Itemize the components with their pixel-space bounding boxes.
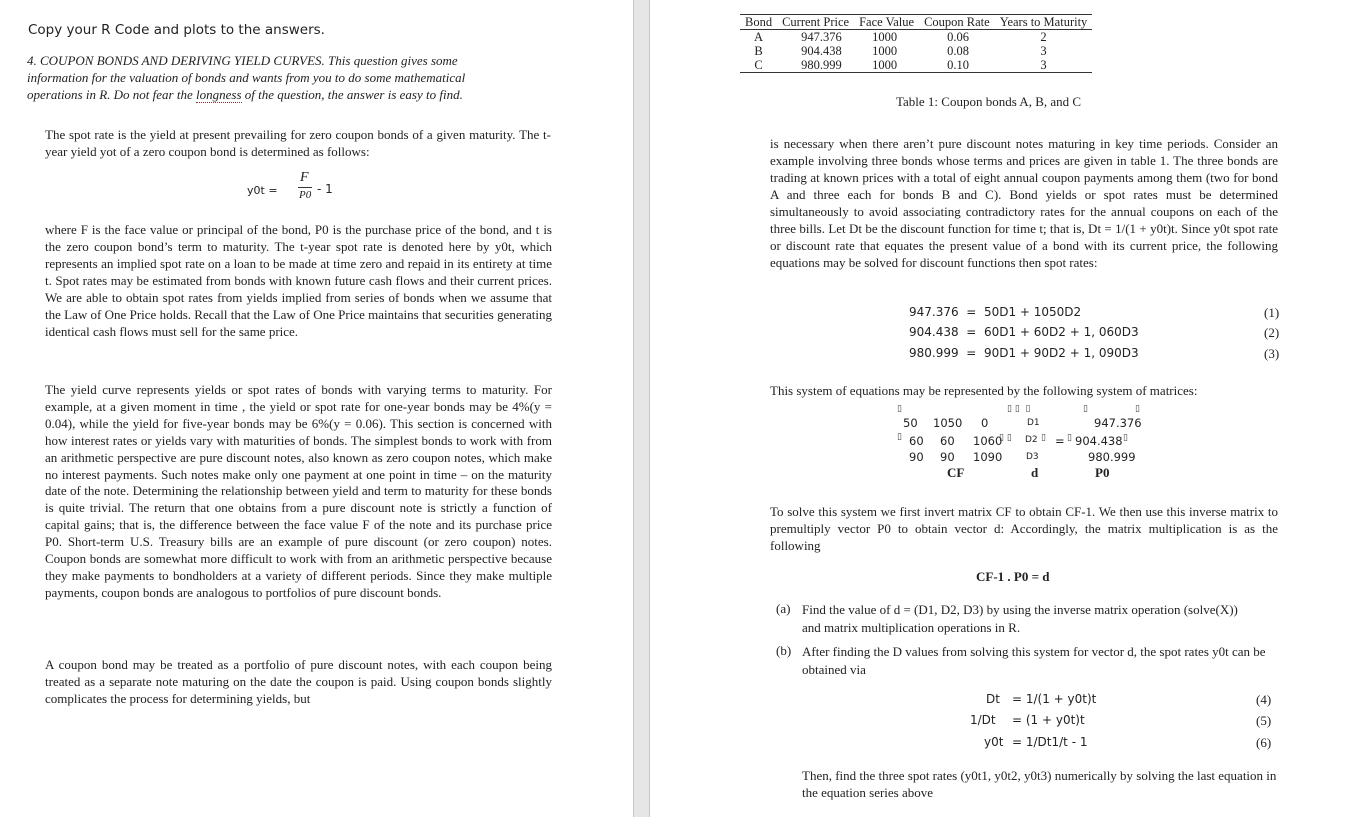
bracket-glyph: ▯: [1123, 433, 1128, 443]
bracket-glyph: ▯: [897, 404, 902, 414]
table-header: Years to Maturity: [995, 15, 1093, 30]
matrix-cell: 90: [909, 450, 924, 464]
table-header: Bond: [740, 15, 777, 30]
question-intro: [27, 52, 587, 103]
bracket-glyph: ▯: [1041, 433, 1046, 443]
matrix-cell: 904.438: [1075, 434, 1123, 448]
equation-5-lhs: 1/Dt: [970, 713, 996, 727]
equation-1: 947.376 = 50D1 + 1050D2: [909, 305, 1082, 319]
equation-tag: (2): [1264, 325, 1280, 340]
table-cell: 1000: [872, 30, 898, 44]
inverse-formula: CF-1 . P0 = d: [976, 569, 1050, 584]
bracket-glyph: ▯: [1083, 404, 1088, 414]
equation-6-rhs: = 1/Dt1/t - 1: [1012, 735, 1088, 749]
paragraph-invert-matrix: To solve this system we first invert matrix CF to obtain CF-1. We then use this inverse matrix to premultiply vector P0 to obtain vector d: Accordingly, the matrix multiplication is as the following: [770, 504, 1278, 553]
matrix-cell: 60: [909, 434, 924, 448]
matrix-intro: This system of equations may be represented by the following system of matrices:: [770, 383, 1198, 398]
paragraph-discount-function: is necessary when there aren’t pure discount notes maturing in key time periods. Consider an example involving three bonds whose terms and prices are given in table 1. The three bonds are trading at known prices with a total of eight annual coupon payments among them (two for bond A and three each for bonds B and C). Bond yields or spot rates must be determined simultaneously to avoid associating contradictory rates for the annual coupons on each of the three bills. Let Dt be the discount function for time t; that is, Dt = 1/(1 + y0t)t. Since y0t spot rate or discount rate that equates the present value of a bond with its current price, the following equations may be solved for discount functions then spot rates:: [770, 136, 1278, 270]
instruction-line: Copy your R Code and plots to the answers.: [28, 22, 325, 38]
table-cell: 1000: [872, 44, 898, 58]
right-page: [650, 0, 1348, 817]
item-b-text: After finding the D values from solving this system for vector d, the spot rates y0t can be obtained via: [802, 644, 1266, 677]
bond-table: [740, 14, 1092, 73]
table-cell: A: [754, 30, 764, 44]
table-cell: C: [740, 58, 777, 73]
table-header: Coupon Rate: [919, 15, 995, 30]
equation-2: 904.438 = 60D1 + 60D2 + 1, 060D3: [909, 325, 1139, 339]
matrix-cell: 1050: [933, 416, 963, 430]
matrix-cell: D3: [1026, 452, 1039, 462]
table-cell: 3: [995, 58, 1093, 73]
table-cell: 1000: [854, 58, 919, 73]
table-cell: 2: [1040, 30, 1047, 44]
item-a-text: Find the value of d = (D1, D2, D3) by using the inverse matrix operation (solve(X)) and matrix multiplication operations in R.: [802, 602, 1238, 635]
equation-4-lhs: Dt: [986, 692, 1000, 706]
table-header: Face Value: [854, 15, 919, 30]
paragraph-yield-curve: The yield curve represents yields or spot rates of bonds with varying terms to maturity. For example, at a given moment in time , the yield or spot rate for one-year bonds may be 4%(y = 0.04), while the yield for five-year bonds may be 6%(y = 0.06). This section is concerned with how interest rates or yields vary with maturities of bonds. The simplest bonds to work with from an arithmetic perspective are pure discount notes, also known as zero coupon notes, which make no interest payments. Such notes make only one payment at one point in time – on the maturity date of the note. Determining the relationship between yield and term to maturity for these bonds is quite trivial. The return that one obtains from a pure discount note is strictly a function of capital gains; that is, the difference between the face value F of the note and its purchase price P0. Short-term U.S. Treasury bills are an example of pure discount (or zero coupon) notes. Coupon bonds are somewhat more difficult to work with from an arithmetic perspective because they make payments to bondholders at a variety of different periods. Since they make multiple payments, coupon bonds are analogous to portfolios of pure discount bonds.: [45, 382, 552, 600]
bracket-glyph: ▯: [1067, 433, 1072, 443]
paragraph-final: Then, find the three spot rates (y0t1, y0t2, y0t3) numerically by solving the last equation in the equation series above: [802, 768, 1277, 800]
equation-system: [909, 305, 1289, 365]
table-row: [740, 30, 1092, 45]
matrix-cell: 90: [940, 450, 955, 464]
matrix-cell: 60: [940, 434, 955, 448]
item-a-label: (a): [776, 601, 791, 616]
bracket-glyph: ▯: [1135, 404, 1140, 414]
table-cell: 0.10: [919, 58, 995, 73]
table-cell: 0.08: [947, 44, 969, 58]
matrix-label-p0: P0: [1095, 465, 1110, 480]
table-cell: B: [754, 44, 763, 58]
matrix-label-cf: CF: [947, 465, 965, 480]
table-row: [740, 44, 1092, 58]
table-header-row: [740, 15, 1092, 30]
matrix-cell: 1060: [973, 434, 1003, 448]
item-b-label: (b): [776, 643, 792, 658]
matrix-cell: D1: [1027, 418, 1040, 428]
matrix-cell: 947.376: [1094, 416, 1142, 430]
table-cell: 980.999: [777, 58, 854, 73]
equation-tag: (6): [1256, 735, 1272, 750]
zero-coupon-formula: y0t = F P0 - 1: [247, 170, 333, 201]
matrix-system: [895, 400, 1155, 482]
matrix-cell: 980.999: [1088, 450, 1136, 464]
table-cell: 3: [1040, 44, 1047, 58]
left-page: [0, 0, 633, 817]
equation-4-rhs: = 1/(1 + y0t)t: [1012, 692, 1097, 706]
matrix-cell: 50: [903, 416, 918, 430]
equation-3: 980.999 = 90D1 + 90D2 + 1, 090D3: [909, 346, 1139, 360]
matrix-cell: 1090: [973, 450, 1003, 464]
paragraph-spot-rate: The spot rate is the yield at present prevailing for zero coupon bonds of a given maturity. The t-year yield yot of a zero coupon bond is determined as follows:: [45, 127, 551, 159]
matrix-equals: =: [1055, 434, 1065, 448]
bracket-glyph: ▯: [897, 432, 902, 442]
bracket-glyph: ▯ ▯: [999, 433, 1012, 443]
table-header: Current Price: [777, 15, 854, 30]
page-gutter: [633, 0, 650, 817]
table-row: [740, 58, 1092, 73]
table-cell: 947.376: [801, 30, 842, 44]
paragraph-coupon-portfolio: A coupon bond may be treated as a portfolio of pure discount notes, with each coupon being treated as a separate note maturing on the date the coupon is paid. Using coupon bonds slightly complicates the process for determining yields, but: [45, 657, 552, 706]
matrix-label-d: d: [1031, 465, 1039, 480]
table-caption: Table 1: Coupon bonds A, B, and C: [896, 94, 1082, 109]
intro-line-2: information for the valuation of bonds and wants from you to do some mathematical: [27, 70, 466, 85]
table-cell: 0.06: [947, 30, 969, 44]
intro-line-1: 4. COUPON BONDS AND DERIVING YIELD CURVES. This question gives some: [27, 53, 458, 68]
equation-tag: (3): [1264, 346, 1280, 361]
table-cell: 904.438: [801, 44, 842, 58]
bracket-glyph: ▯ ▯ ▯: [1007, 404, 1031, 414]
equation-tag: (5): [1256, 713, 1272, 728]
equation-5-rhs: = (1 + y0t)t: [1012, 713, 1085, 727]
matrix-cell: D2: [1025, 435, 1038, 445]
spot-rate-equations: [968, 692, 1288, 758]
equation-tag: (1): [1264, 305, 1280, 320]
paragraph-face-value: where F is the face value or principal of the bond, P0 is the purchase price of the bond, and t is the zero coupon bond’s term to maturity. The t-year spot rate is denoted here by y0t, which represents an implied spot rate on a loan to be made at time zero and repaid in its entirety at time t. Spot rates may be estimated from bonds with known future cash flows and their current prices. We are able to obtain spot rates from yields implied from series of bonds when we assume that the Law of One Price holds. Recall that the Law of One Price maintains that securities generating identical cash flows must sell for the same price.: [45, 222, 552, 339]
intro-line-3: operations in R. Do not fear the longness of the question, the answer is easy to find.: [27, 87, 463, 102]
equation-tag: (4): [1256, 692, 1272, 707]
matrix-cell: 0: [981, 416, 989, 430]
equation-6-lhs: y0t: [984, 735, 1004, 749]
